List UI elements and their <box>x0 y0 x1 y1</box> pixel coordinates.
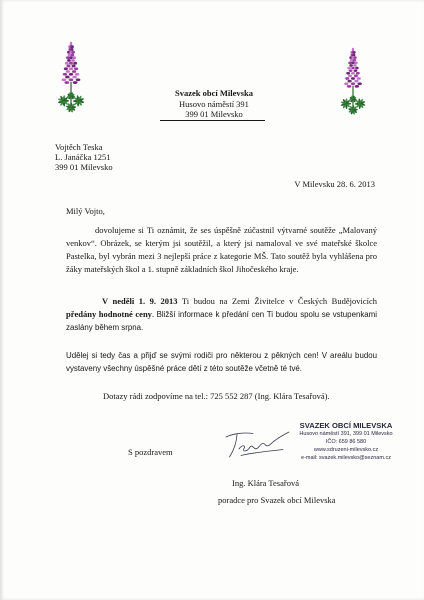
signatory-name: Ing. Klára Tesařová <box>232 477 299 488</box>
salutation: Milý Vojto, <box>66 205 105 216</box>
contact-line: Dotazy rádi zodpovíme na tel.: 725 552 287 (Ing. Klára Tesařová). <box>103 390 330 401</box>
ceremony-date: V neděli 1. 9. 2013 <box>102 295 178 306</box>
ceremony-place-text: Ti budou na Zemi Živitelce v Českých Budějovicích <box>181 295 377 306</box>
recipient-street: L. Janáčka 1251 <box>55 152 111 162</box>
signature-stroke <box>226 433 253 437</box>
signature-stroke <box>239 432 289 451</box>
letterhead <box>4 88 424 120</box>
recipient-city: 399 01 Milevsko <box>55 162 113 172</box>
stamp-web: www.sdruzeni-milevsko.cz <box>313 447 379 454</box>
stamp-address: Husovo náměstí 391, 399 01 Milevsko <box>299 430 393 437</box>
signature-stroke <box>230 435 238 458</box>
letterhead-org-name: Svazek obcí Milevska <box>175 88 253 98</box>
organization-stamp <box>296 421 396 463</box>
paragraph-invitation: Udělej si tedy čas a přijď se svými rodiči pro některou z pěkných cen! V areálu budou vystaveny všechny úspěšné práce dětí z této soutěže včetně té tvé. <box>66 350 377 373</box>
ticket-info-text: Bližší informace k předání cen Ti budou spolu se vstupenkami zaslány během srpna. <box>66 309 378 332</box>
stamp-title: SVAZEK OBCÍ MILEVSKA <box>299 420 393 430</box>
prizes-text: předány hodnotné ceny <box>66 308 152 319</box>
recipient-name: Vojtěch Teska <box>55 142 103 152</box>
sentence-period: . <box>151 308 155 319</box>
letter-date: V Milevsku 28. 6. 2013 <box>294 178 375 189</box>
letterhead-rule <box>160 120 265 121</box>
stamp-ico: IČO: 659 86 580 <box>325 438 367 445</box>
stamp-email: e-mail: svazek.milevsko@seznam.cz <box>301 455 391 462</box>
letterhead-city: 399 01 Milevsko <box>185 109 243 119</box>
closing-phrase: S pozdravem <box>128 446 173 457</box>
paragraph-announcement: dovolujeme si Ti oznámit, že ses úspěšně zúčastnil výtvarné soutěže „Malovaný venkov“. Obrázek, se kterým jsi soutěžil, a který jsi namaloval ve své mateřské školce Pastelka, byl vybrán mezi 3 nejlepší práce z kategorie MŠ. Tato soutěž byla vyhlášena pro žáky mateřských škol a 1. stupně základních škol Jihočeského kraje. <box>66 224 377 274</box>
handwritten-signature <box>218 424 296 466</box>
paragraph-prize-ceremony <box>66 295 377 334</box>
recipient-address <box>55 142 113 172</box>
letterhead-street: Husovo náměstí 391 <box>179 98 249 109</box>
signatory-position: poradce pro Svazek obcí Milevska <box>218 494 336 505</box>
